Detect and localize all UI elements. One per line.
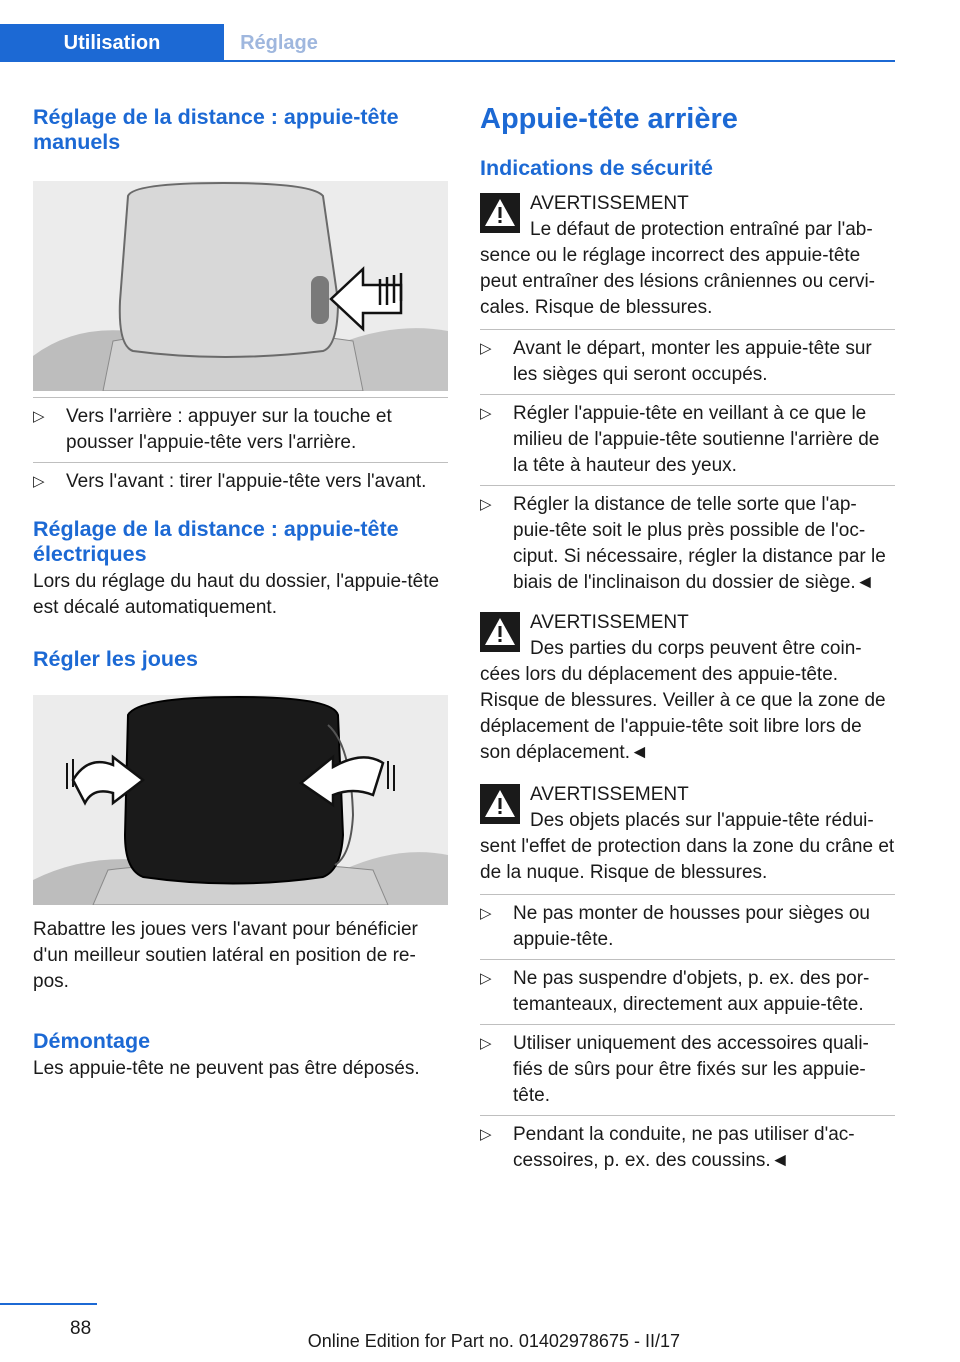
warning-first-line: Des parties du corps peuvent être coin-	[530, 638, 862, 659]
safety-list-1	[480, 329, 895, 596]
warning-first-line: Le défaut de protection entraîné par l'ab-	[530, 219, 873, 240]
list-item: ▷ Régler la distance de telle sorte que l'ap-puie-tête soit le plus près possible de l'oc-ciput. Si nécessaire, régler la distance par le biais de l'inclinaison du dossier de siège.◄	[480, 485, 895, 596]
list-item: ▷ Vers l'avant : tirer l'appuie-tête vers l'avant.	[33, 462, 448, 495]
cheeks-paragraph: Rabattre les joues vers l'avant pour bénéficier d'un meilleur soutien latéral en position de re-pos.	[33, 919, 418, 992]
list-item: ▷ Utiliser uniquement des accessoires quali-fiés de sûrs pour être fixés sur les appuie-tête.	[480, 1024, 895, 1109]
warning-block-2	[480, 610, 895, 662]
electric-paragraph: Lors du réglage du haut du dossier, l'appuie-tête est décalé automatiquement.	[33, 571, 440, 618]
triangle-bullet-icon: ▷	[33, 473, 45, 490]
tab-utilisation[interactable]: Utilisation	[0, 24, 224, 62]
footer-rule	[0, 1303, 97, 1305]
triangle-bullet-icon: ▷	[480, 1126, 492, 1143]
heading-safety: Indications de sécurité	[480, 156, 713, 180]
manual-adjust-list	[33, 397, 448, 495]
left-column	[33, 100, 448, 1082]
triangle-bullet-icon: ▷	[480, 496, 492, 513]
triangle-bullet-icon: ▷	[33, 408, 45, 425]
triangle-bullet-icon: ▷	[480, 970, 492, 987]
warning-first-line: Des objets placés sur l'appuie-tête rédui-	[530, 810, 874, 831]
list-item: ▷ Ne pas suspendre d'objets, p. ex. des por-temanteaux, directement aux appuie-tête.	[480, 959, 895, 1018]
list-item: ▷ Pendant la conduite, ne pas utiliser d'ac-cessoires, p. ex. des coussins.◄	[480, 1115, 895, 1174]
right-column	[480, 100, 895, 1180]
warning-triangle-icon	[480, 784, 520, 824]
warning-body: cées lors du déplacement des appuie-tête. Risque de blessures. Veiller à ce que la zone de déplacement de l'appuie-tête soit libre lors de son déplacement.◄	[480, 664, 886, 763]
headrest-manual-figure	[33, 181, 448, 391]
removal-paragraph: Les appuie-tête ne peuvent pas être déposés.	[33, 1058, 420, 1079]
warning-block-3	[480, 782, 895, 834]
warning-triangle-icon	[480, 193, 520, 233]
warning-title: AVERTISSEMENT	[530, 193, 689, 214]
triangle-bullet-icon: ▷	[480, 340, 492, 357]
header-rule	[224, 60, 895, 62]
warning-title: AVERTISSEMENT	[530, 784, 689, 805]
safety-list-2	[480, 894, 895, 1174]
warning-body: sence ou le réglage incorrect des appuie-tête peut entraîner des lésions crâniennes ou cervi-cales. Risque de blessures.	[480, 245, 876, 318]
warning-block-1	[480, 191, 895, 243]
header-tabs	[0, 24, 895, 62]
page-number: 88	[70, 1318, 92, 1339]
heading-rear-headrest: Appuie-tête arrière	[480, 103, 738, 135]
warning-body: sent l'effet de protection dans la zone du crâne et de la nuque. Risque de blessures.	[480, 836, 895, 883]
edition-note: Online Edition for Part no. 01402978675 - II/17	[307, 1331, 680, 1351]
warning-title: AVERTISSEMENT	[530, 612, 689, 633]
list-item: ▷ Avant le départ, monter les appuie-tête sur les sièges qui seront occupés.	[480, 329, 895, 388]
heading-electric-distance: Réglage de la distance : appuie-tête électriques	[33, 517, 399, 566]
triangle-bullet-icon: ▷	[480, 405, 492, 422]
triangle-bullet-icon: ▷	[480, 905, 492, 922]
heading-cheeks: Régler les joues	[33, 647, 198, 671]
headrest-cheeks-figure	[33, 695, 448, 905]
list-item: ▷ Vers l'arrière : appuyer sur la touche et pousser l'appuie-tête vers l'arrière.	[33, 397, 448, 456]
list-item: ▷ Ne pas monter de housses pour sièges ou appuie-tête.	[480, 894, 895, 953]
list-item: ▷ Régler l'appuie-tête en veillant à ce que le milieu de l'appuie-tête soutienne l'arrière de la tête à hauteur des yeux.	[480, 394, 895, 479]
heading-removal: Démontage	[33, 1029, 151, 1053]
warning-triangle-icon	[480, 612, 520, 652]
triangle-bullet-icon: ▷	[480, 1035, 492, 1052]
tab-reglage[interactable]: Réglage	[240, 31, 318, 54]
heading-manual-distance: Réglage de la distance : appuie-tête manuels	[33, 105, 399, 154]
